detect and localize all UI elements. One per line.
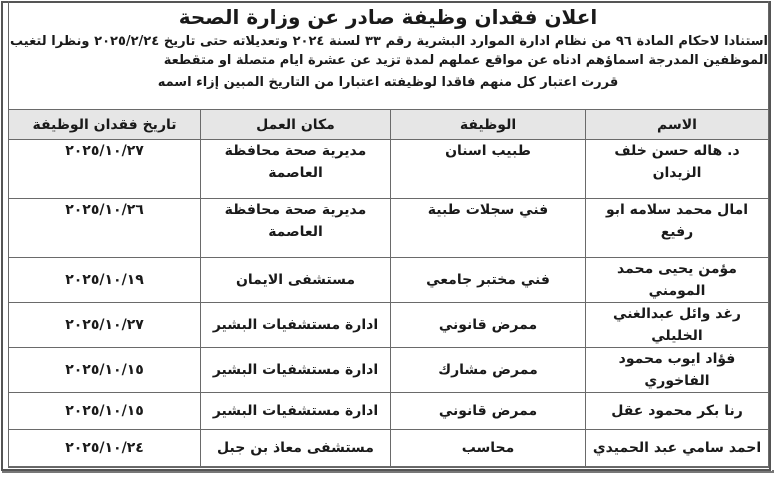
cell-name: رغد وائل عبدالغني الخليلي (586, 303, 769, 348)
cell-workplace: مديرية صحة محافظة العاصمة (201, 140, 391, 199)
cell-job: ممرض قانوني (391, 393, 586, 430)
table-row (9, 140, 769, 199)
cell-loss-date: ٢٠٢٥/١٠/٢٤ (9, 430, 201, 467)
cell-loss-date: ٢٠٢٥/١٠/٢٧ (9, 303, 201, 348)
cell-job: طبيب اسنان (391, 140, 586, 199)
table-row (9, 393, 769, 430)
cell-workplace: ادارة مستشفيات البشير (201, 303, 391, 348)
cell-job: ممرض قانوني (391, 303, 586, 348)
cell-job: فني سجلات طبية (391, 199, 586, 258)
header-loss-date: تاريخ فقدان الوظيفة (9, 110, 201, 140)
cell-job: فني مختبر جامعي (391, 258, 586, 303)
cell-workplace: ادارة مستشفيات البشير (201, 393, 391, 430)
cell-loss-date: ٢٠٢٥/١٠/٢٦ (9, 199, 201, 258)
announcement-decision-line: قررت اعتبار كل منهم فاقدا لوظيفته اعتبارا من التاريخ المبين إزاء اسمه (157, 75, 619, 90)
cell-workplace: مستشفى الايمان (201, 258, 391, 303)
cell-workplace: مستشفى معاذ بن جبل (201, 430, 391, 467)
cell-name: رنا بكر محمود عقل (586, 393, 769, 430)
cell-name: د. هاله حسن خلف الزيدان (586, 140, 769, 199)
table-row (9, 348, 769, 393)
frame-shadow (2, 470, 774, 473)
announcement-paragraph-line-1: استنادا لاحكام المادة ٩٦ من نظام ادارة الموارد البشرية رقم ٣٣ لسنة ٢٠٢٤ وتعديلاته حتى تاريخ ٢٠٢٥/٢/٢٤ ونظرا لتغيب (10, 34, 768, 49)
header-name: الاسم (586, 110, 769, 140)
cell-workplace: مديرية صحة محافظة العاصمة (201, 199, 391, 258)
cell-workplace: ادارة مستشفيات البشير (201, 348, 391, 393)
table-row (9, 303, 769, 348)
cell-name: امال محمد سلامه ابو رفيع (586, 199, 769, 258)
table-row (9, 430, 769, 467)
table-row (9, 199, 769, 258)
header-job: الوظيفة (391, 110, 586, 140)
cell-loss-date: ٢٠٢٥/١٠/٢٧ (9, 140, 201, 199)
cell-name: احمد سامي عبد الحميدي (586, 430, 769, 467)
cell-name: فؤاد ايوب محمود الفاخوري (586, 348, 769, 393)
cell-loss-date: ٢٠٢٥/١٠/١٩ (9, 258, 201, 303)
table-header-row (9, 110, 769, 140)
announcement-title: اعلان فقدان وظيفة صادر عن وزارة الصحة (178, 5, 598, 29)
cell-job: ممرض مشارك (391, 348, 586, 393)
cell-job: محاسب (391, 430, 586, 467)
cell-loss-date: ٢٠٢٥/١٠/١٥ (9, 348, 201, 393)
table-row (9, 258, 769, 303)
job-loss-table (8, 109, 769, 467)
header-workplace: مكان العمل (201, 110, 391, 140)
cell-name: مؤمن يحيى محمد المومني (586, 258, 769, 303)
cell-loss-date: ٢٠٢٥/١٠/١٥ (9, 393, 201, 430)
announcement-paragraph-line-2: الموظفين المدرجة اسماؤهم ادناه عن مواقع عملهم لمدة تزيد عن عشرة ايام متصلة او متقطعة (163, 53, 768, 68)
